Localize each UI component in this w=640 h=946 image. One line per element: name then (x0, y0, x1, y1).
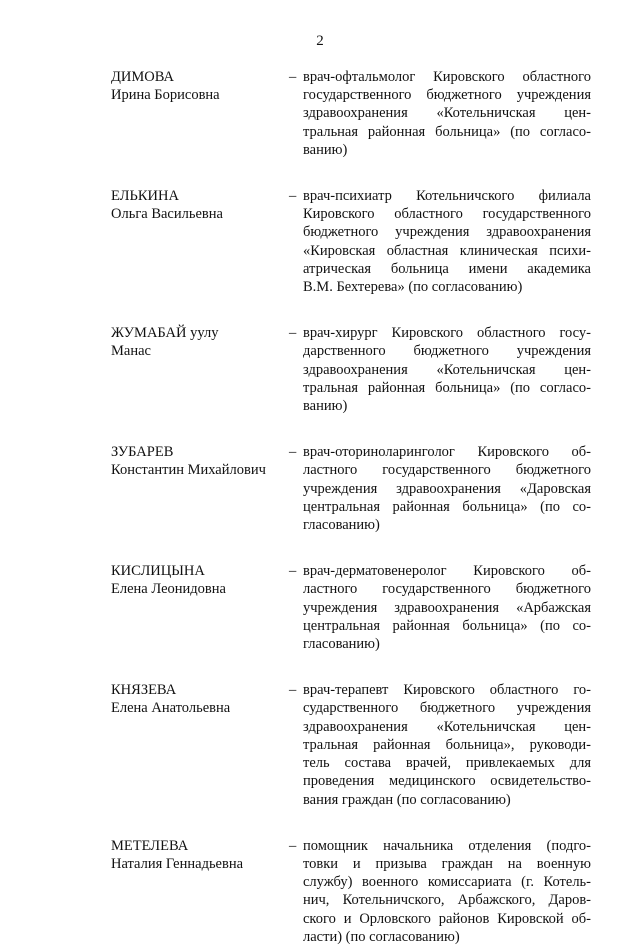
description-line: врач-хирург Кировского областного госу- (303, 325, 591, 342)
position-description (303, 187, 591, 296)
surname: КИСЛИЦЫНА (111, 563, 205, 580)
description-line: ласти) (по согласованию) (303, 928, 460, 945)
description-line: государственного бюджетного учреждения (303, 87, 591, 104)
description-line: врач-дерматовенеролог Кировского об- (303, 563, 591, 580)
description-line: тральная районная больница» (по согласо- (303, 123, 591, 140)
description-line: врач-терапевт Кировского областного го- (303, 682, 591, 699)
description-line: врач-офтальмолог Кировского областного (303, 69, 591, 85)
description-line: учреждения здравоохранения «Даровская (303, 480, 591, 497)
list-item (111, 837, 591, 946)
list-item (111, 443, 591, 534)
description-line: В.М. Бехтерева» (по согласованию) (303, 279, 523, 296)
description-line: врач-психиатр Котельничского филиала (303, 188, 591, 205)
page-number: 2 (316, 33, 324, 49)
member-list (111, 68, 591, 946)
description-line: вания граждан (по согласованию) (303, 791, 511, 808)
description-line: ванию) (303, 141, 348, 158)
description-line: ластного государственного бюджетного (303, 462, 591, 479)
surname: МЕТЕЛЕВА (111, 837, 189, 854)
description-line: центральная районная больница» (по со- (303, 617, 591, 634)
description-line: службу) военного комиссариата (г. Котель- (303, 874, 591, 891)
dash: – (289, 188, 297, 205)
surname: ЕЛЬКИНА (111, 188, 179, 205)
description-line: помощник начальника отделения (подго- (303, 837, 591, 854)
dash: – (289, 563, 297, 580)
position-description (303, 443, 591, 534)
given-name: Ирина Борисовна (111, 87, 220, 104)
description-line: здравоохранения «Котельничская цен- (303, 105, 591, 122)
surname: ДИМОВА (111, 69, 174, 85)
description-line: здравоохранения «Котельничская цен- (303, 361, 591, 378)
dash: – (289, 69, 297, 85)
description-line: ванию) (303, 398, 348, 415)
list-item (111, 187, 591, 296)
dash: – (289, 682, 297, 699)
person-name (111, 68, 289, 104)
description-line: бюджетного учреждения здравоохранения (303, 224, 591, 241)
person-name (111, 562, 289, 598)
description-line: тель состава врачей, привлекаемых для (303, 755, 591, 772)
description-line: ластного государственного бюджетного (303, 581, 591, 598)
person-name (111, 443, 289, 479)
description-line: учреждения здравоохранения «Арбажская (303, 599, 591, 616)
description-line: товки и призыва граждан на военную (303, 855, 591, 872)
given-name: Ольга Васильевна (111, 206, 223, 223)
dash: – (289, 444, 297, 461)
given-name: Манас (111, 343, 151, 360)
surname: ЗУБАРЕВ (111, 444, 174, 461)
description-line: тральная районная больница» (по согласо- (303, 379, 591, 396)
description-line: Кировского областного государственного (303, 206, 591, 223)
description-line: нич, Котельничского, Арбажского, Даров- (303, 892, 591, 909)
list-item (111, 562, 591, 653)
description-line: ского и Орловского районов Кировской об- (303, 910, 591, 927)
list-item (111, 324, 591, 415)
surname: ЖУМАБАЙ уулу (111, 325, 219, 342)
description-line: врач-оториноларинголог Кировского об- (303, 444, 591, 461)
description-line: проведения медицинского освидетельство- (303, 773, 591, 790)
dash: – (289, 837, 297, 854)
person-name (111, 837, 289, 873)
surname: КНЯЗЕВА (111, 682, 177, 699)
list-item (111, 681, 591, 808)
position-description (303, 68, 591, 159)
given-name: Константин Михайлович (111, 462, 266, 479)
position-description (303, 562, 591, 653)
given-name: Елена Леонидовна (111, 581, 226, 598)
description-line: гласованию) (303, 517, 380, 534)
description-line: здравоохранения «Котельничская цен- (303, 718, 591, 735)
description-line: дарственного бюджетного учреждения (303, 343, 591, 360)
description-line: сударственного бюджетного учреждения (303, 700, 591, 717)
list-item (111, 68, 591, 159)
description-line: тральная районная больница», руководи- (303, 736, 591, 753)
dash: – (289, 325, 297, 342)
description-line: «Кировская областная клиническая психи- (303, 242, 591, 259)
position-description (303, 324, 591, 415)
description-line: атрическая больница имени академика (303, 260, 591, 277)
person-name (111, 681, 289, 717)
person-name (111, 324, 289, 360)
given-name: Елена Анатольевна (111, 700, 231, 717)
description-line: гласованию) (303, 636, 380, 653)
position-description (303, 681, 591, 808)
position-description (303, 837, 591, 946)
description-line: центральная районная больница» (по со- (303, 498, 591, 515)
person-name (111, 187, 289, 223)
given-name: Наталия Геннадьевна (111, 855, 244, 872)
